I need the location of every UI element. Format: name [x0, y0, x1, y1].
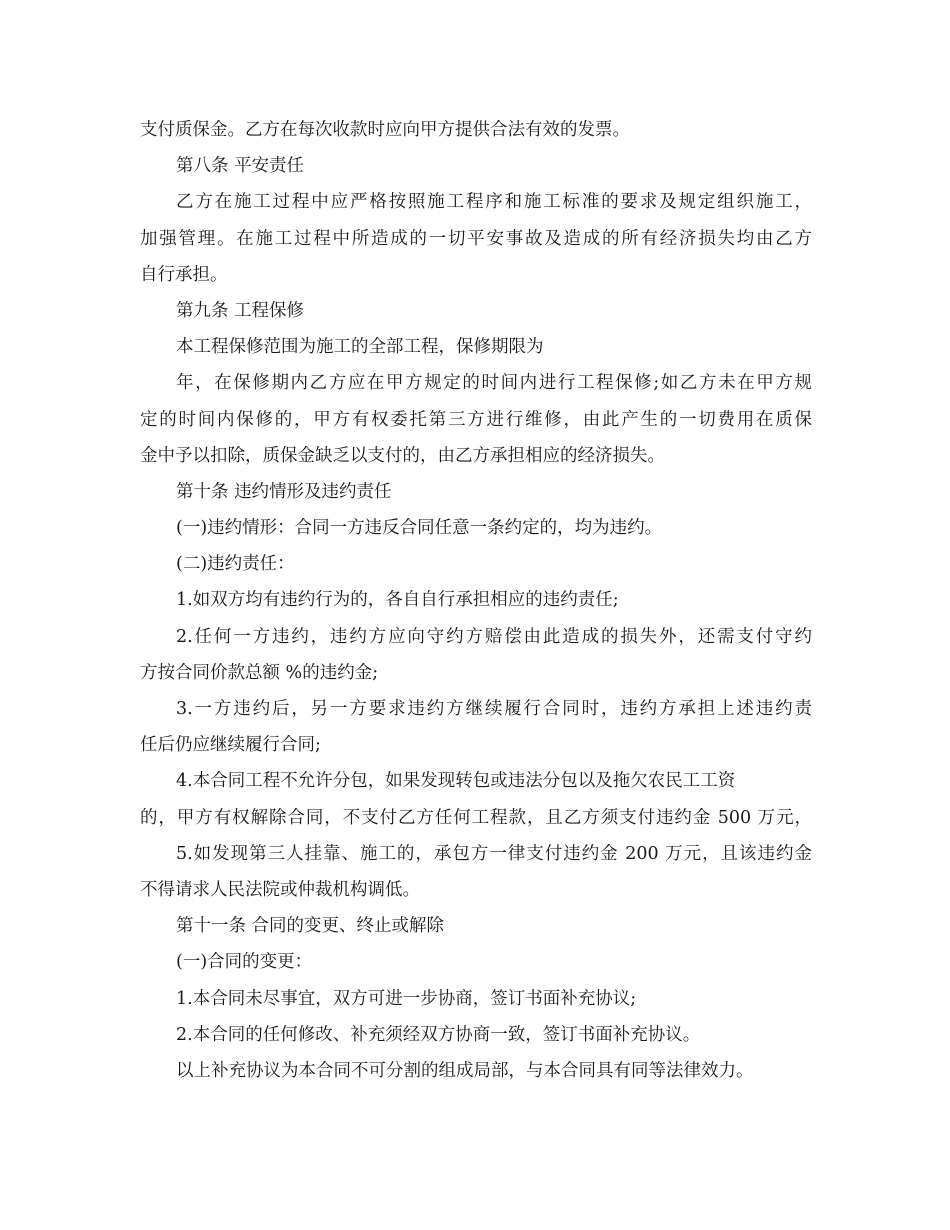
- document-line: 1.本合同未尽事宜，双方可进一步协商，签订书面补充协议;: [176, 988, 637, 1009]
- document-line: 自行承担。: [140, 264, 228, 285]
- document-line: 乙方在施工过程中应严格按照施工程序和施工标准的要求及规定组织施工，: [176, 192, 812, 213]
- document-line: 定的时间内保修的，甲方有权委托第三方进行维修，由此产生的一切费用在质保: [140, 409, 812, 430]
- document-line: (二)违约责任：: [176, 554, 295, 575]
- document-line: 方按合同价款总额 %的违约金;: [140, 662, 379, 683]
- document-line: 4.本合同工程不允许分包，如果发现转包或违法分包以及拖欠农民工工资: [176, 771, 736, 792]
- document-line: 的，甲方有权解除合同，不支付乙方任何工程款，且乙方须支付违约金 500 万元，: [140, 807, 812, 828]
- document-line: 5.如发现第三人挂靠、施工的，承包方一律支付违约金 200 万元，且该违约金: [176, 843, 812, 864]
- document-line: 第八条 平安责任: [176, 156, 305, 177]
- document-line: 本工程保修范围为施工的全部工程，保修期限为: [176, 337, 544, 358]
- document-line: (一)违约情形：合同一方违反合同任意一条约定的，均为违约。: [176, 518, 663, 539]
- document-line: 金中予以扣除，质保金缺乏以支付的，由乙方承担相应的经济损失。: [140, 445, 665, 466]
- document-line: 第九条 工程保修: [176, 300, 305, 321]
- document-line: 年，在保修期内乙方应在甲方规定的时间内进行工程保修;如乙方未在甲方规: [176, 373, 812, 394]
- document-line: 支付质保金。乙方在每次收款时应向甲方提供合法有效的发票。: [140, 120, 630, 140]
- document-line: 1.如双方均有违约行为的，各自自行承担相应的违约责任;: [176, 590, 619, 611]
- document-line: 2.本合同的任何修改、补充须经双方协商一致，签订书面补充协议。: [176, 1024, 701, 1045]
- document-line: 第十一条 合同的变更、终止或解除: [176, 916, 445, 937]
- document-line: 任后仍应继续履行合同;: [140, 735, 321, 756]
- document-line: 以上补充协议为本合同不可分割的组成局部，与本合同具有同等法律效力。: [176, 1060, 754, 1081]
- document-line: 2.任何一方违约，违约方应向守约方赔偿由此造成的损失外，还需支付守约: [176, 626, 812, 647]
- document-line: 不得请求人民法院或仲裁机构调低。: [140, 879, 420, 900]
- document-line: 加强管理。在施工过程中所造成的一切平安事故及造成的所有经济损失均由乙方: [140, 228, 812, 249]
- document-body: [140, 112, 812, 1089]
- document-line: 第十条 违约情形及违约责任: [176, 481, 392, 502]
- document-line: (一)合同的变更：: [176, 952, 313, 973]
- document-line: 3.一方违约后，另一方要求违约方继续履行合同时，违约方承担上述违约责: [176, 699, 812, 719]
